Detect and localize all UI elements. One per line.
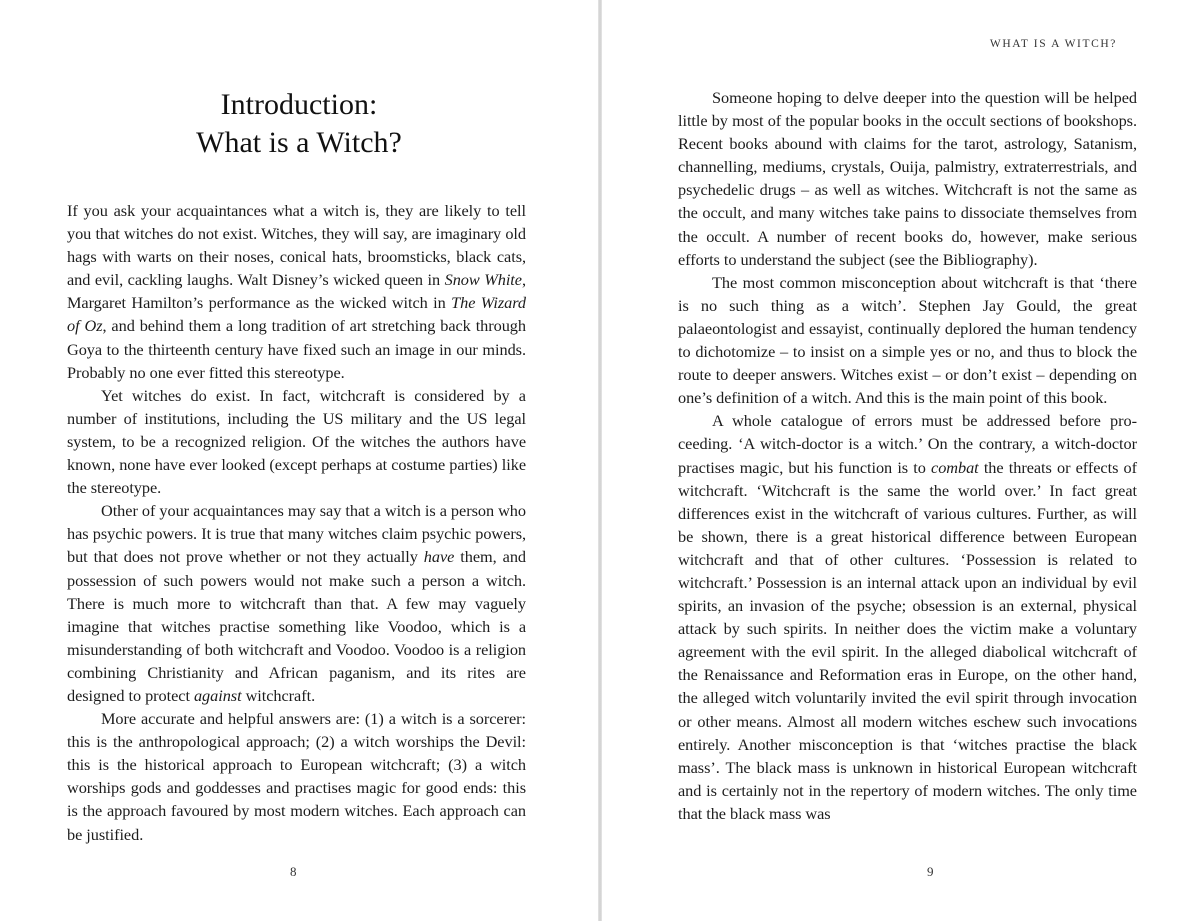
paragraph: Other of your acquaintances may say that a witch is a person who has psychic powers. It is true that many witches claim psychic powers, but that does not prove whether or not they actually have them, and possession of such powers would not make such a person a witch. There is much more to witchcraft than that. A few may vaguely imagine that witches practise something like Voodoo, which is a misunderstanding of both witchcraft and Voodoo. Voodoo is a religion combining Christianity and African paganism, and its rites are designed to protect against witchcraft.	[67, 501, 527, 705]
paragraph: A whole catalogue of errors must be addressed before proceeding. ‘A witch-doctor is a witch.’ On the contrary, a witch-doctor practises magic, but his function is to combat the threats or effects of witchcraft. ‘Witchcraft is the same the world over.’ In fact great differences exist in the witchcraft of various cultures. Further, as will be shown, there is a great historical difference between European witchcraft and that of other cultures. ‘Possession is related to witchcraft.’ Possession is an internal attack upon an individual by evil spirits, an invasion of the psyche; obsession is an external, physical attack by such spirits. In neither does the victim make a voluntary agreement with the evil spirit. In the alleged diabolical witchcraft of the Renaissance and Reformation eras in Europe, on the other hand, the alleged witch voluntarily invited the evil spirit through invocation or other means. Almost all modern witches eschew such invocations entirely. Another misconception is that ‘witches practise the black mass’. The black mass is unknown in historical European witchcraft and is certainly not in the repertory of modern witches. The only time that the black mass was	[678, 411, 1138, 823]
paragraph: Yet witches do exist. In fact, witchcraft is considered by a number of institutions, including the US military and the US legal system, to be a recognized religion. Of the witches the authors have known, none have ever looked (except perhaps at costume parties) like the stereotype.	[67, 385, 526, 498]
paragraph: If you ask your acquaintances what a witch is, they are likely to tell you that witches do not exist. Witches, they will say, are imaginary old hags with warts on their noses, conical hats, broomsticks, black cats, and evil, cackling laughs. Walt Disney’s wicked queen in Snow White, Margaret Hamilton’s performance as the wicked witch in The Wizard of Oz, and behind them a long tradition of art stretching back through Goya to the thirteenth century have fixed such an image in our minds. Probably no one ever fitted this stereotype.	[67, 201, 526, 382]
paragraph: More accurate and helpful answers are: (1) a witch is a sorcerer: this is the anthropological approach; (2) a witch worships the Devil: this is the historical approach to European witchcraft; (3) a witch worships gods and goddesses and practises magic for good ends: this is the approach favoured by most modern witches. Each approach can be justified.	[67, 709, 526, 844]
right-body-text	[678, 86, 1137, 825]
paragraph: The most common misconception about witchcraft is that ‘there is no such thing as a witch’. Stephen Jay Gould, the great palaeontologist and essayist, continually deplored the human tendency to dichotomize – to insist on a simple yes or no, and thus to block the route to deeper answers. Witches exist – or don’t exist – depending on one’s definition of a witch. And this is the main point of this book.	[678, 272, 1137, 408]
paragraph: Someone hoping to delve deeper into the question will be helped little by most of the popular books in the occult sections of bookshops. Recent books abound with claims for the tarot, astrology, Satanism, channelling, mediums, crystals, Ouija, palmistry, extraterrestrials, and psychedelic drugs – as well as witches. Witchcraft is not the same as the occult, and many witches take pains to dissociate themselves from the occult. A number of recent books do, however, make serious efforts to understand the subject (see the Bibliography).	[678, 88, 1137, 269]
chapter-title-line-1: Introduction:	[220, 88, 378, 121]
page-number: 9	[927, 864, 934, 879]
page-number: 8	[290, 864, 297, 879]
chapter-title-line-2: What is a Witch?	[196, 126, 402, 159]
left-body-text	[67, 199, 526, 846]
right-page	[602, 0, 1200, 921]
left-page	[0, 0, 598, 921]
chapter-title	[0, 86, 598, 162]
running-head: WHAT IS A WITCH?	[989, 38, 1117, 50]
